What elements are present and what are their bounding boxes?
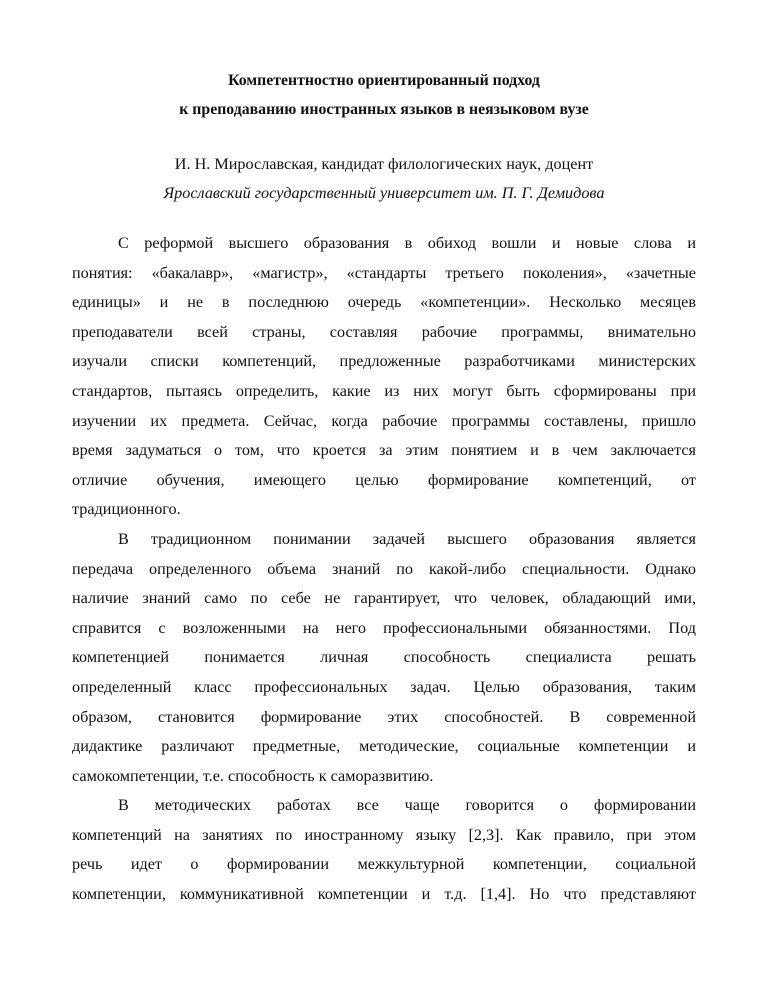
paragraph-line: дидактике различают предметные, методические, социальные компетенции и	[72, 737, 696, 756]
paragraph-line: понятия: «бакалавр», «магистр», «стандарты третьего поколения», «зачетные	[72, 263, 696, 282]
title-line-2: к преподаванию иностранных языков в неязыковом вузе	[179, 101, 589, 118]
paragraph-line: наличие знаний само по себе не гарантирует, что человек, обладающий ими,	[72, 589, 696, 608]
paragraph-line: изучении их предмета. Сейчас, когда рабочие программы составлены, пришло	[72, 411, 696, 430]
paragraph-1	[72, 229, 696, 525]
author-name: И. Н. Мирославская, кандидат филологических наук, доцент	[174, 155, 594, 173]
paragraph-line: преподаватели всей страны, составляя рабочие программы, внимательно	[72, 322, 696, 341]
paragraph-line: время задуматься о том, что кроется за этим понятием и в чем заключается	[72, 441, 696, 460]
paragraph-3	[72, 791, 696, 909]
paragraph-line: образом, становится формирование этих способностей. В современной	[72, 707, 696, 726]
paragraph-line: самокомпетенции, т.е. способность к саморазвитию.	[72, 766, 434, 785]
paragraph-line: определенный класс профессиональных задач. Целью образования, таким	[72, 677, 696, 696]
article-body	[72, 229, 696, 910]
paragraph-line: компетенции, коммуникативной компетенции и т.д. [1,4]. Но что представляют	[72, 885, 696, 904]
paragraph-line: компетенцией понимается личная способность специалиста решать	[72, 648, 696, 667]
paragraph-line: С реформой высшего образования в обиход вошли и новые слова и	[118, 234, 696, 252]
paragraph-line: речь идет о формировании межкультурной компетенции, социальной	[72, 855, 696, 874]
paragraph-2	[72, 525, 696, 791]
article-title	[72, 66, 696, 124]
paragraph-line: В методических работах все чаще говорится о формировании	[118, 796, 696, 815]
paragraph-line: компетенций на занятиях по иностранному языку [2,3]. Как правило, при этом	[72, 825, 696, 844]
paragraph-line: передача определенного объема знаний по какой-либо специальности. Однако	[72, 559, 696, 578]
paragraph-line: изучали списки компетенций, предложенные разработчиками министерских	[72, 352, 696, 371]
title-line-1: Компетентностно ориентированный подход	[228, 72, 540, 89]
paragraph-line: справится с возложенными на него профессиональными обязанностями. Под	[72, 618, 696, 637]
paragraph-line: традиционного.	[72, 500, 181, 519]
author-affiliation: Ярославский государственный университет им. П. Г. Демидова	[163, 184, 605, 202]
author-block	[72, 150, 696, 208]
paragraph-line: В традиционном понимании задачей высшего образования является	[118, 529, 696, 548]
paragraph-line: стандартов, пытаясь определить, какие из них могут быть сформированы при	[72, 381, 696, 400]
paragraph-line: единицы» и не в последнюю очередь «компетенции». Несколько месяцев	[72, 293, 696, 312]
document-page	[72, 0, 696, 994]
paragraph-line: отличие обучения, имеющего целью формирование компетенций, от	[72, 470, 696, 489]
